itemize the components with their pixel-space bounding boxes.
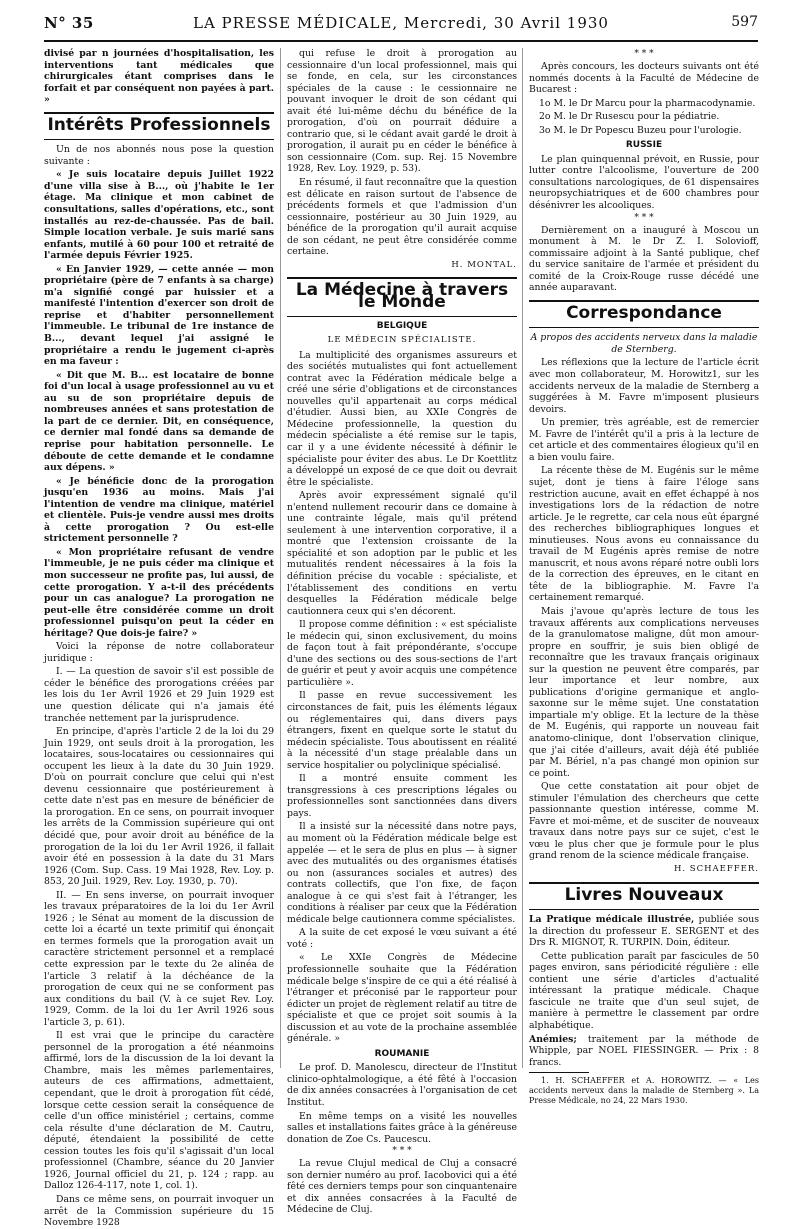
section-title-livres: Livres Nouveaux <box>564 884 724 905</box>
paragraph: La multiplicité des organismes assureurs et des sociétés mutualistes qui font actuellement contrat avec la Fédération médicale belge a créé une série d'obligations et de circonstances nouvelles qu'il appartenait au corps médical d'étudier. Aussi bien, au XXIe Congrès de Médecine professionnelle, la question du médecin spécialiste a été remise sur le tapis, car il y a une évidente nécessité à définir le spécialiste pour éviter des abus. Le Dr Koettlitz a développé un exposé de ce que doit ou devrait être le spécialiste. <box>287 349 517 488</box>
paragraph: II. — En sens inverse, on pourrait invoquer les travaux préparatoires de la loi du 1er Avril 1926 ; le Sénat au moment de la discussion de cette loi a écarté un texte primitif qui énonçait en termes formels que la prorogation avait un caractère strictement personnel et a remplacé cette expression par le texte du 2e alinéa de l'article 3 relatif à la déchéance de la prorogation de ceux qui ne se conforment pas aux conditions du bail (V. à ce sujet Rev. Loy. 1929, Comm. de la loi du 1er Avril 1926 sous l'article 3, p. 61). <box>44 889 274 1028</box>
section-rule <box>529 882 759 884</box>
paragraph: Le plan quinquennal prévoit, en Russie, pour lutter contre l'alcoolisme, l'ouverture de 200 consultations narcologiques, de 61 dispensaires neuropsychiatriques et de 600 chambres pour désénivrer les alcooliques. <box>529 153 759 212</box>
book-title: La Pratique médicale illustrée, <box>529 914 695 926</box>
separator-stars: * * * <box>634 212 654 223</box>
paragraph: « Le XXIe Congrès de Médecine professionnelle souhaite que la Fédération médicale belge s'inspire de ce qui a été réalisé à l'étranger et préconisé par le rapporteur pour édicter un projet de règlement relatif au titre de spécialiste et que ce projet soit soumis à la discussion et au vote de la prochaine assemblée générale. » <box>287 952 517 1045</box>
section-rule <box>529 909 759 910</box>
paragraph: qui refuse le droit à prorogation au cessionnaire d'un local professionnel, mais qui se fonde, en cela, sur les circonstances spéciales de la cause : le cessionnaire ne pouvant invoquer le droit de son cédant qui avait été lui-même déchu du bénéfice de la prorogation, d'où on pourrait déduire a contrario que, si le cédant avait gardé le droit à prorogation, il aurait pu en céder le bénéfice à son cessionnaire (Com. sup. Rej. 15 Novembre 1928, Rev. Loy. 1929, p. 53). <box>287 48 517 175</box>
paragraph: « Mon propriétaire refusant de vendre l'immeuble, je ne puis céder ma clinique et mon successeur ne profite pas, lui aussi, de cette prorogation. Y a-t-il des précédents pour un cas analogue? La prorogation ne peut-elle être considérée comme un droit professionnel puisqu'on peut la céder en héritage? Que dois-je faire? » <box>44 546 274 639</box>
article-subtitle: A propos des accidents nerveux dans la maladie de Sternberg. <box>530 332 758 355</box>
country-heading: RUSSIE <box>625 140 663 151</box>
country-heading: BELGIQUE <box>376 321 428 332</box>
column-3 <box>529 48 759 1106</box>
column-divider <box>280 48 281 1068</box>
paragraph: A la suite de cet exposé le vœu suivant a été voté : <box>287 927 517 950</box>
paragraph: « En Janvier 1929, — cette année — mon propriétaire (père de 7 enfants à sa charge) m'a signifié congé par huissier et a manifesté l'intention d'exercer son droit de reprise et d'habiter personnellement l'immeuble. Le tribunal de 1re instance de B..., devant lequel j'ai assigné le propriétaire a rendu le jugement ci-après en ma faveur : <box>44 263 274 368</box>
signature: H. MONTAL. <box>451 259 517 270</box>
intro-text: divisé par n journées d'hospitalisation, les interventions tant médicales que chirurgicales étant comprises dans le forfait et par conséquent non payées à part. » <box>44 48 274 106</box>
docent-list <box>529 98 759 137</box>
column-2 <box>287 48 517 1216</box>
section-title-correspondance: Correspondance <box>566 302 722 323</box>
country-heading: ROUMANIE <box>374 1048 430 1059</box>
paragraph: La revue Clujul medical de Cluj a consacré son dernier numéro au prof. Iacobovici qui a été fêté ces derniers temps pour son cinquantenaire et dix années consacrées à la Faculté de Médecine de Cluj. <box>287 1158 517 1216</box>
paragraph: Dernièrement on a inauguré à Moscou un monument à M. le Dr Z. I. Solovioff, commissaire adjoint à la Santé publique, chef du service sanitaire de l'armée et président du comité de la Croix-Rouge russe décédé une année auparavant. <box>529 224 759 294</box>
paragraph: Dans ce même sens, on pourrait invoquer un arrêt de la Commission supérieure du 15 Novembre 1928 <box>44 1193 274 1229</box>
paragraph: I. — La question de savoir s'il est possible de céder le bénéfice des prorogations créées par les lois du 1er Avril 1926 et 29 Juin 1929 est une question délicate qui n'a jamais été tranchée nettement par la jurisprudence. <box>44 666 274 724</box>
paragraph: « Je bénéficie donc de la prorogation jusqu'en 1936 au moins. Mais j'ai l'intention de vendre ma clinique, matériel et clientèle. Puis-je vendre aussi mes droits à cette prorogation ? Ou est-elle strictement personnelle ? <box>44 475 274 545</box>
paragraph: Voici la réponse de notre collaborateur juridique : <box>44 641 274 664</box>
paragraph: En principe, d'après l'article 2 de la loi du 29 Juin 1929, ont seuls droit à la prorogation, les locataires, sous-locataires ou cessionnaires qui occupent les lieux à la date du 30 Juin 1929. D'où on pourrait conclure que celui qui n'est devenu cessionnaire que postérieurement à cette date n'est pas en mesure de bénéficier de la prorogation. En ce sens, on pourrait invoquer les arrêts de la Commission supérieure qui ont décidé que, pour avoir droit au bénéfice de la prorogation de la loi du 1er Avril 1926, il fallait avoir été en possession à la date du 31 Mars 1926 (Com. Sup. Cass. 19 Mai 1928, Rev. Loy. p. 853, 20 Juil. 1929, Rev. Loy. 1930, p. 70). <box>44 726 274 888</box>
paragraph: La récente thèse de M. Eugénis sur le même sujet, dont je tiens à faire l'éloge sans restriction aucune, avait en effet échappé à nos investigations lors de la rédaction de notre article. Je le regrette, car cela nous eût épargné des recherches bibliographiques longues et minutieuses. Nous avons eu connaissance du travail de M Eugénis après remise de notre manuscrit, et nous avons réparé notre oubli lors de la correction des épreuves, en le citant en tête de la bibliographie. M. Favre l'a certainement remarqué. <box>529 465 759 604</box>
section-title-interets: Intérêts Professionnels <box>47 114 271 135</box>
book-entry <box>529 914 759 949</box>
separator-stars: * * * <box>392 1146 412 1157</box>
journal-title: LA PRESSE MÉDICALE, Mercredi, 30 Avril 1930 <box>193 14 609 32</box>
paragraph: Un de nos abonnés nous pose la question suivante : <box>44 144 274 167</box>
page-header <box>44 8 758 36</box>
section-rule <box>287 316 517 317</box>
section-title-medecine: La Médecine à travers le Monde <box>295 280 509 312</box>
paragraph: « Dit que M. B... est locataire de bonne foi d'un local à usage professionnel au vu et au su de son propriétaire depuis de nombreuses années et sans protestation de la part de ce dernier. Dit, en conséquence, ce dernier mal fondé dans sa demande de reprise pour habitation personnelle. Le déboute de cette demande et le condamne aux dépens. » <box>44 369 274 474</box>
paragraph: En même temps on a visité les nouvelles salles et installations faites grâce à la généreuse donation de Zoe Cs. Paucescu. <box>287 1110 517 1145</box>
page-number: 597 <box>731 14 758 30</box>
issue-number: N° 35 <box>44 14 94 32</box>
paragraph: Mais j'avoue qu'après lecture de tous les travaux afférents aux complications nerveuses de la granulomatose maligne, dût mon amour-propre en souffrir, je suis bien obligé de reconnaître que les travaux français originaux sur la question ne peuvent être comparés, par leur importance et leur nombre, aux publications d'origine germanique et anglo-saxonne sur le même sujet. Une constatation impartiale m'y oblige. Et la lecture de la thèse de M. Eugénis, qui rapporte un nouveau fait anatomo-clinique, dont l'observation clinique, que j'ai citée d'ailleurs, avait déjà été publiée par M. Bériel, n'a pas changé mon opinion sur ce point. <box>529 605 759 779</box>
paragraph: Après concours, les docteurs suivants ont été nommés docents à la Faculté de Médecine de Bucarest : <box>529 61 759 96</box>
paragraph: Les réflexions que la lecture de l'article écrit avec mon collaborateur, M. Horowitz1, sur les accidents nerveux de la maladie de Sternberg a suggérées à M. Favre m'imposent plusieurs devoirs. <box>529 357 759 415</box>
paragraph: Que cette constatation ait pour objet de stimuler l'émulation des chercheurs que cette passionnante question intéresse, comme M. Favre et moi-même, et de susciter de nouveaux travaux dans notre pays sur ce sujet, c'est le vœu le plus cher que je formule pour le plus grand renom de la science médicale française. <box>529 781 759 862</box>
footnote: 1. H. SCHAEFFER et A. HOROWITZ. — « Les accidents nerveux dans la maladie de Sternberg ». La Presse Médicale, no 24, 22 Mars 1930. <box>529 1076 759 1106</box>
section-rule <box>44 139 274 140</box>
section-rule <box>529 327 759 328</box>
column-1 <box>44 48 274 1229</box>
paragraph: « Je suis locataire depuis Juillet 1922 d'une villa sise à B..., où j'habite le 1er étage. Ma clinique et mon cabinet de consultations, salles d'opérations, etc., sont installés au rez-de-chaussée. Pas de bail. Simple location verbale. Je suis marié sans enfants, mutilé à 60 pour 100 et retraité de l'armée depuis Février 1925. <box>44 169 274 262</box>
signature: H. SCHAEFFER. <box>673 864 759 874</box>
paragraph: Un premier, très agréable, est de remercier M. Favre de l'intérêt qu'il a pris à la lecture de cet article et des commentaires élogieux qu'il en a bien voulu faire. <box>529 417 759 463</box>
list-item: 2o M. le Dr Rusescu pour la pédiatrie. <box>539 111 720 123</box>
section-rule <box>287 277 517 279</box>
separator-stars: * * * <box>634 49 654 59</box>
paragraph: Il passe en revue successivement les circonstances de fait, puis les éléments légaux ou réglementaires qui, dans divers pays étrangers, fixent en quelque sorte le statut du médecin spécialiste. Tous aboutissent en réalité à la nécessité d'un stage préalable dans un service hospitalier ou polyclinique spécialisé. <box>287 690 517 771</box>
paragraph: Il a insisté sur la nécessité dans notre pays, au moment où la Fédération médicale belge est appelée — et le sera de plus en plus — à signer avec des mutualités ou des organismes étatisés ou non (assurances sociales et autres) des contrats collectifs, que l'on fixe, de façon analogue à ce qui s'est fait à l'étranger, les conditions à réaliser par ceux que la Fédération médicale belge cautionnera comme spécialistes. <box>287 821 517 925</box>
header-rule <box>44 40 758 42</box>
paragraph: Il propose comme définition : « est spécialiste le médecin qui, sinon exclusivement, du moins de façon tout à fait prépondérante, s'occupe d'une des sections ou des sous-sections de l'art de guérir et peut y avoir acquis une compétence particulière ». <box>287 619 517 688</box>
book-details: publiée sous la direction du professeur E. SERGENT et des Drs R. MIGNOT, R. TURPIN. Doin, éditeur. <box>529 914 759 949</box>
footnote-rule <box>529 1072 589 1073</box>
book-entry <box>529 1034 759 1069</box>
paragraph: Le prof. D. Manolescu, directeur de l'Institut clinico-ophtalmologique, a été fêté à l'occasion de dix années consacrées à l'organisation de cet Institut. <box>287 1062 517 1109</box>
paragraph: En résumé, il faut reconnaître que la question est délicate en raison surtout de l'absence de précédents formels et que l'admission d'un cessionnaire, postérieur au 30 Juin 1929, au bénéfice de la prorogation qu'il aurait acquise de son cédant, ne peut être considérée comme certaine. <box>287 177 517 258</box>
list-item: 3o M. le Dr Popescu Buzeu pour l'urologie. <box>539 124 742 136</box>
paragraph: Cette publication paraît par fascicules de 50 pages environ, sans périodicité régulière : elle contient une série d'articles d'actualité intéressant la pratique médicale. Chaque fascicule ne traite que d'un seul sujet, de manière à permettre le classement par ordre alphabétique. <box>529 950 759 1032</box>
book-title: Anémies; <box>529 1033 577 1045</box>
paragraph: Après avoir expressément signalé qu'il n'entend nullement recourir dans ce domaine à une contrainte légale, mais qu'il prétend seulement à une intervention corporative, il a montré que l'extension croissante de la spécialité et son adoption par le public et les mutualités rendent nécessaires à la fois la définition précise du vocable : spécialiste, et l'établissement des conditions en vertu desquelles la Fédération médicale belge cautionnera ceux qui s'en décorent. <box>287 490 517 617</box>
list-item: 1o M. le Dr Marcu pour la pharmacodynamie. <box>539 97 756 109</box>
section-rule <box>44 112 274 114</box>
subsection-title: LE MÉDECIN SPÉCIALISTE. <box>327 335 477 346</box>
paragraph: Il a montré ensuite comment les transgressions à ces prescriptions légales ou professionnelles sont sanctionnées dans divers pays. <box>287 773 517 819</box>
section-rule <box>529 300 759 302</box>
paragraph: Il est vrai que le principe du caractère personnel de la prorogation a été néanmoins affirmé, lors de la discussion de la loi devant la Chambre, mais les mêmes parlementaires, auteurs de ces affirmations, admettaient, cependant, que le droit à prorogation fût cédé, lorsque cette cession serait la conséquence de celle d'un office ministériel ; certains, comme cela résulte d'une déclaration de M. Cautru, député, étendaient la possibilité de cette cession toutes les fois qu'il s'agissait d'un local professionnel (Chambre, séance du 20 Janvier 1926, Journal officiel du 21, p. 124 ; rapp. au Dalloz 126-4-117, note 1, col. 1). <box>44 1030 274 1192</box>
column-divider <box>522 48 523 1068</box>
book-details: traitement par la méthode de Whipple, par NOEL FIESSINGER. — Prix : 8 francs. <box>529 1033 759 1068</box>
